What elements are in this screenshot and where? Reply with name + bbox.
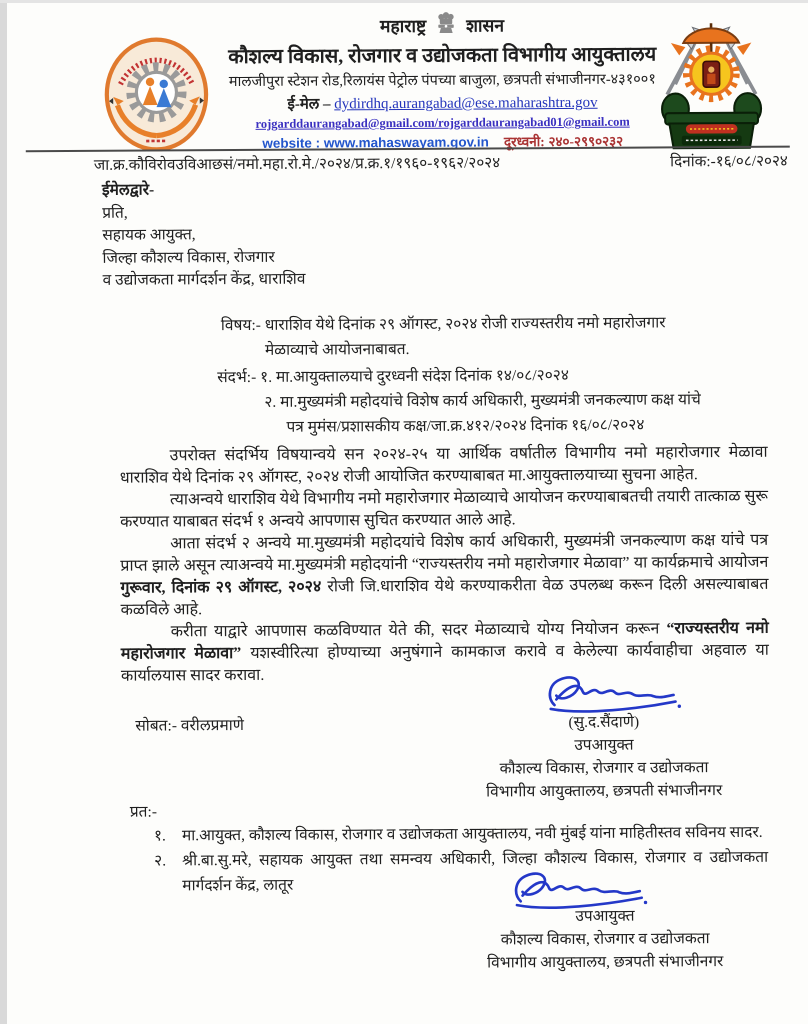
primary-signatory-block [431, 710, 777, 804]
copy-item [152, 820, 768, 849]
reference-1-text: १. मा.आयुक्तालयाचे दुरध्वनी संदेश दिनांक १४/०८/२०२४ [260, 366, 569, 386]
secondary-email-links: rojgarddaurangabad@gmail.com/rojgarddaurangabad01@gmail.com [255, 114, 630, 131]
copy-item-number: १. [153, 827, 166, 845]
signatory-org-line: विभागीय आयुक्तालय, छत्रपती संभाजीनगर [486, 782, 723, 801]
gov-left-text: महाराष्ट्र [379, 15, 427, 36]
body-paragraph: आता संदर्भ २ अन्वये मा.मुख्यमंत्री महोदयांचे विशेष कार्य अधिकारी, मुख्यमंत्री जनकल्याण कक्ष यांचे पत्र प्राप्त झाले असून त्याअन्वये मा.मुख्यमंत्री महोदयांनी “राज्यस्तरीय नमो महारोजगार मेळावा” या कार्यक्रमाचे आयोजन गुरूवार, दिनांक २९ ऑगस्ट, २०२४ रोजी जि.धाराशिव येथे करण्याकरीता वेळ उपलब्ध करून दिली असल्याबाबत कळविले आहे. [120, 531, 769, 619]
website-url: www.mahaswayam.gov.in [323, 134, 489, 151]
addressee-line: जिल्हा कौशल्य विकास, रोजगार [102, 248, 275, 267]
reference-item-2: २. मा.मुख्यमंत्री महोदयांचे विशेष कार्य अधिकारी, मुख्यमंत्री जनकल्याण कक्ष यांचे [264, 391, 701, 411]
subject-continuation: मेळाव्याचे आयोजनाबाबत. [264, 340, 410, 359]
email-label: ई-मेल – [287, 96, 331, 113]
reference-item-1 [217, 363, 569, 387]
addressee-block [102, 179, 306, 293]
enclosure-note: सोबत:- वरीलप्रमाणे [135, 716, 244, 735]
phone-number: २४०-२९९०२३२ [548, 133, 624, 150]
office-address: मालजीपुरा स्टेशन रोड,रिलायंस पेट्रोल पंपच्या बाजुला, छत्रपती संभाजीनगर-४३१००१ [228, 71, 656, 91]
signatory-org-line: कौशल्य विकास, रोजगार व उद्योजकता [499, 759, 709, 778]
secondary-signatory-block [432, 904, 777, 975]
body-paragraph: करीता याद्वारे आपणास कळविण्यात येते की, सदर मेळाव्याचे योग्य नियोजन करून “राज्यस्तरीय नमो महारोजगार मेळावा” यशस्वीरित्या होण्याच्या अनुषंगाने कामकाज करावे व केलेल्या कार्यवाहीचा अहवाल या कार्यालयास सादर करावा. [120, 619, 769, 685]
reference-item-2-continuation: पत्र मुमंस/प्रशासकीय कक्ष/जा.क्र.४१२/२०२४ दिनांक १६/०८/२०२४ [286, 416, 645, 436]
signatory-org-line: विभागीय आयुक्तालय, छत्रपती संभाजीनगर [487, 953, 724, 972]
addressee-line: व उद्योजकता मार्गदर्शन केंद्र, धाराशिव [102, 270, 306, 289]
copy-item [152, 845, 768, 899]
copies-list [152, 820, 768, 899]
primary-email-link: dydirdhq.aurangabad@ese.maharashtra.gov [334, 94, 598, 113]
letter-date: दिनांक:-१६/०८/२०२४ [670, 152, 788, 171]
signatory-org-line: कौशल्य विकास, रोजगार व उद्योजकता [500, 930, 710, 949]
copy-item-text: मा.आयुक्त, कौशल्य विकास, रोजगार व उद्योजकता आयुक्तालय, नवी मुंबई यांना माहितीस्तव सविनय सादर. [181, 823, 763, 845]
outward-number: जा.क्र.कौविरोवउविआछसं/नमो.महा.रो.मे./२०२४/प्र.क्र.१/१९६०-१९६२/२०२४ [93, 154, 501, 174]
body-paragraph: उपरोक्त संदर्भिय विषयान्वये सन २०२४-२५ या आर्थिक वर्षातील विभागीय नमो महारोजगार मेळावा धाराशिव येथे दिनांक २९ ऑगस्ट, २०२४ रोजी आयोजित करण्याबाबत मा.आयुक्तालयाच्या सुचना आहेत. [119, 443, 768, 487]
signatory-title: उपआयुक्त [575, 907, 635, 925]
copy-item-text: श्री.बा.सु.मरे, सहायक आयुक्त तथा समन्वय अधिकारी, जिल्हा कौशल्य विकास, रोजगार व उद्योजकता मार्गदर्शन केंद्र, लातूर [182, 848, 769, 895]
letter-body [120, 442, 769, 688]
subject-line [221, 310, 666, 335]
phone-label: दूरध्वनी: [503, 134, 545, 150]
reference-row [94, 151, 790, 175]
addressee-line: सहायक आयुक्त, [102, 226, 196, 244]
website-label: website : [262, 135, 321, 151]
ashoka-emblem-icon [435, 10, 457, 41]
signatory-name: (सु.द.सैंदाणे) [568, 713, 640, 731]
subject-text: धाराशिव येथे दिनांक २९ ऑगस्ट, २०२४ रोजी राज्यस्तरीय नमो महारोजगार [264, 314, 666, 334]
department-title: कौशल्य विकास, रोजगार व उद्योजकता विभागीय आयुक्तालय [228, 43, 657, 69]
government-line [97, 8, 787, 43]
copies-label: प्रत:- [129, 803, 158, 821]
via-email-label: ईमेलद्वारे- [101, 181, 155, 199]
reference-label: संदर्भ:- [217, 368, 257, 387]
copy-item-number: २. [154, 852, 167, 870]
subject-label: विषय:- [220, 316, 261, 335]
salutation: प्रति, [102, 204, 128, 222]
email-line [97, 91, 787, 115]
signatory-title: उपआयुक्त [574, 736, 634, 754]
gov-right-text: शासन [466, 14, 505, 36]
body-paragraph: त्याअन्वये धाराशिव येथे विभागीय नमो महारोजगार मेळाव्याचे आयोजन करण्याबाबतची तयारी तात्काळ सुरू करण्यात याबाबत संदर्भ १ अन्वये आपणास सुचित करण्यात आले आहे. [120, 487, 768, 531]
